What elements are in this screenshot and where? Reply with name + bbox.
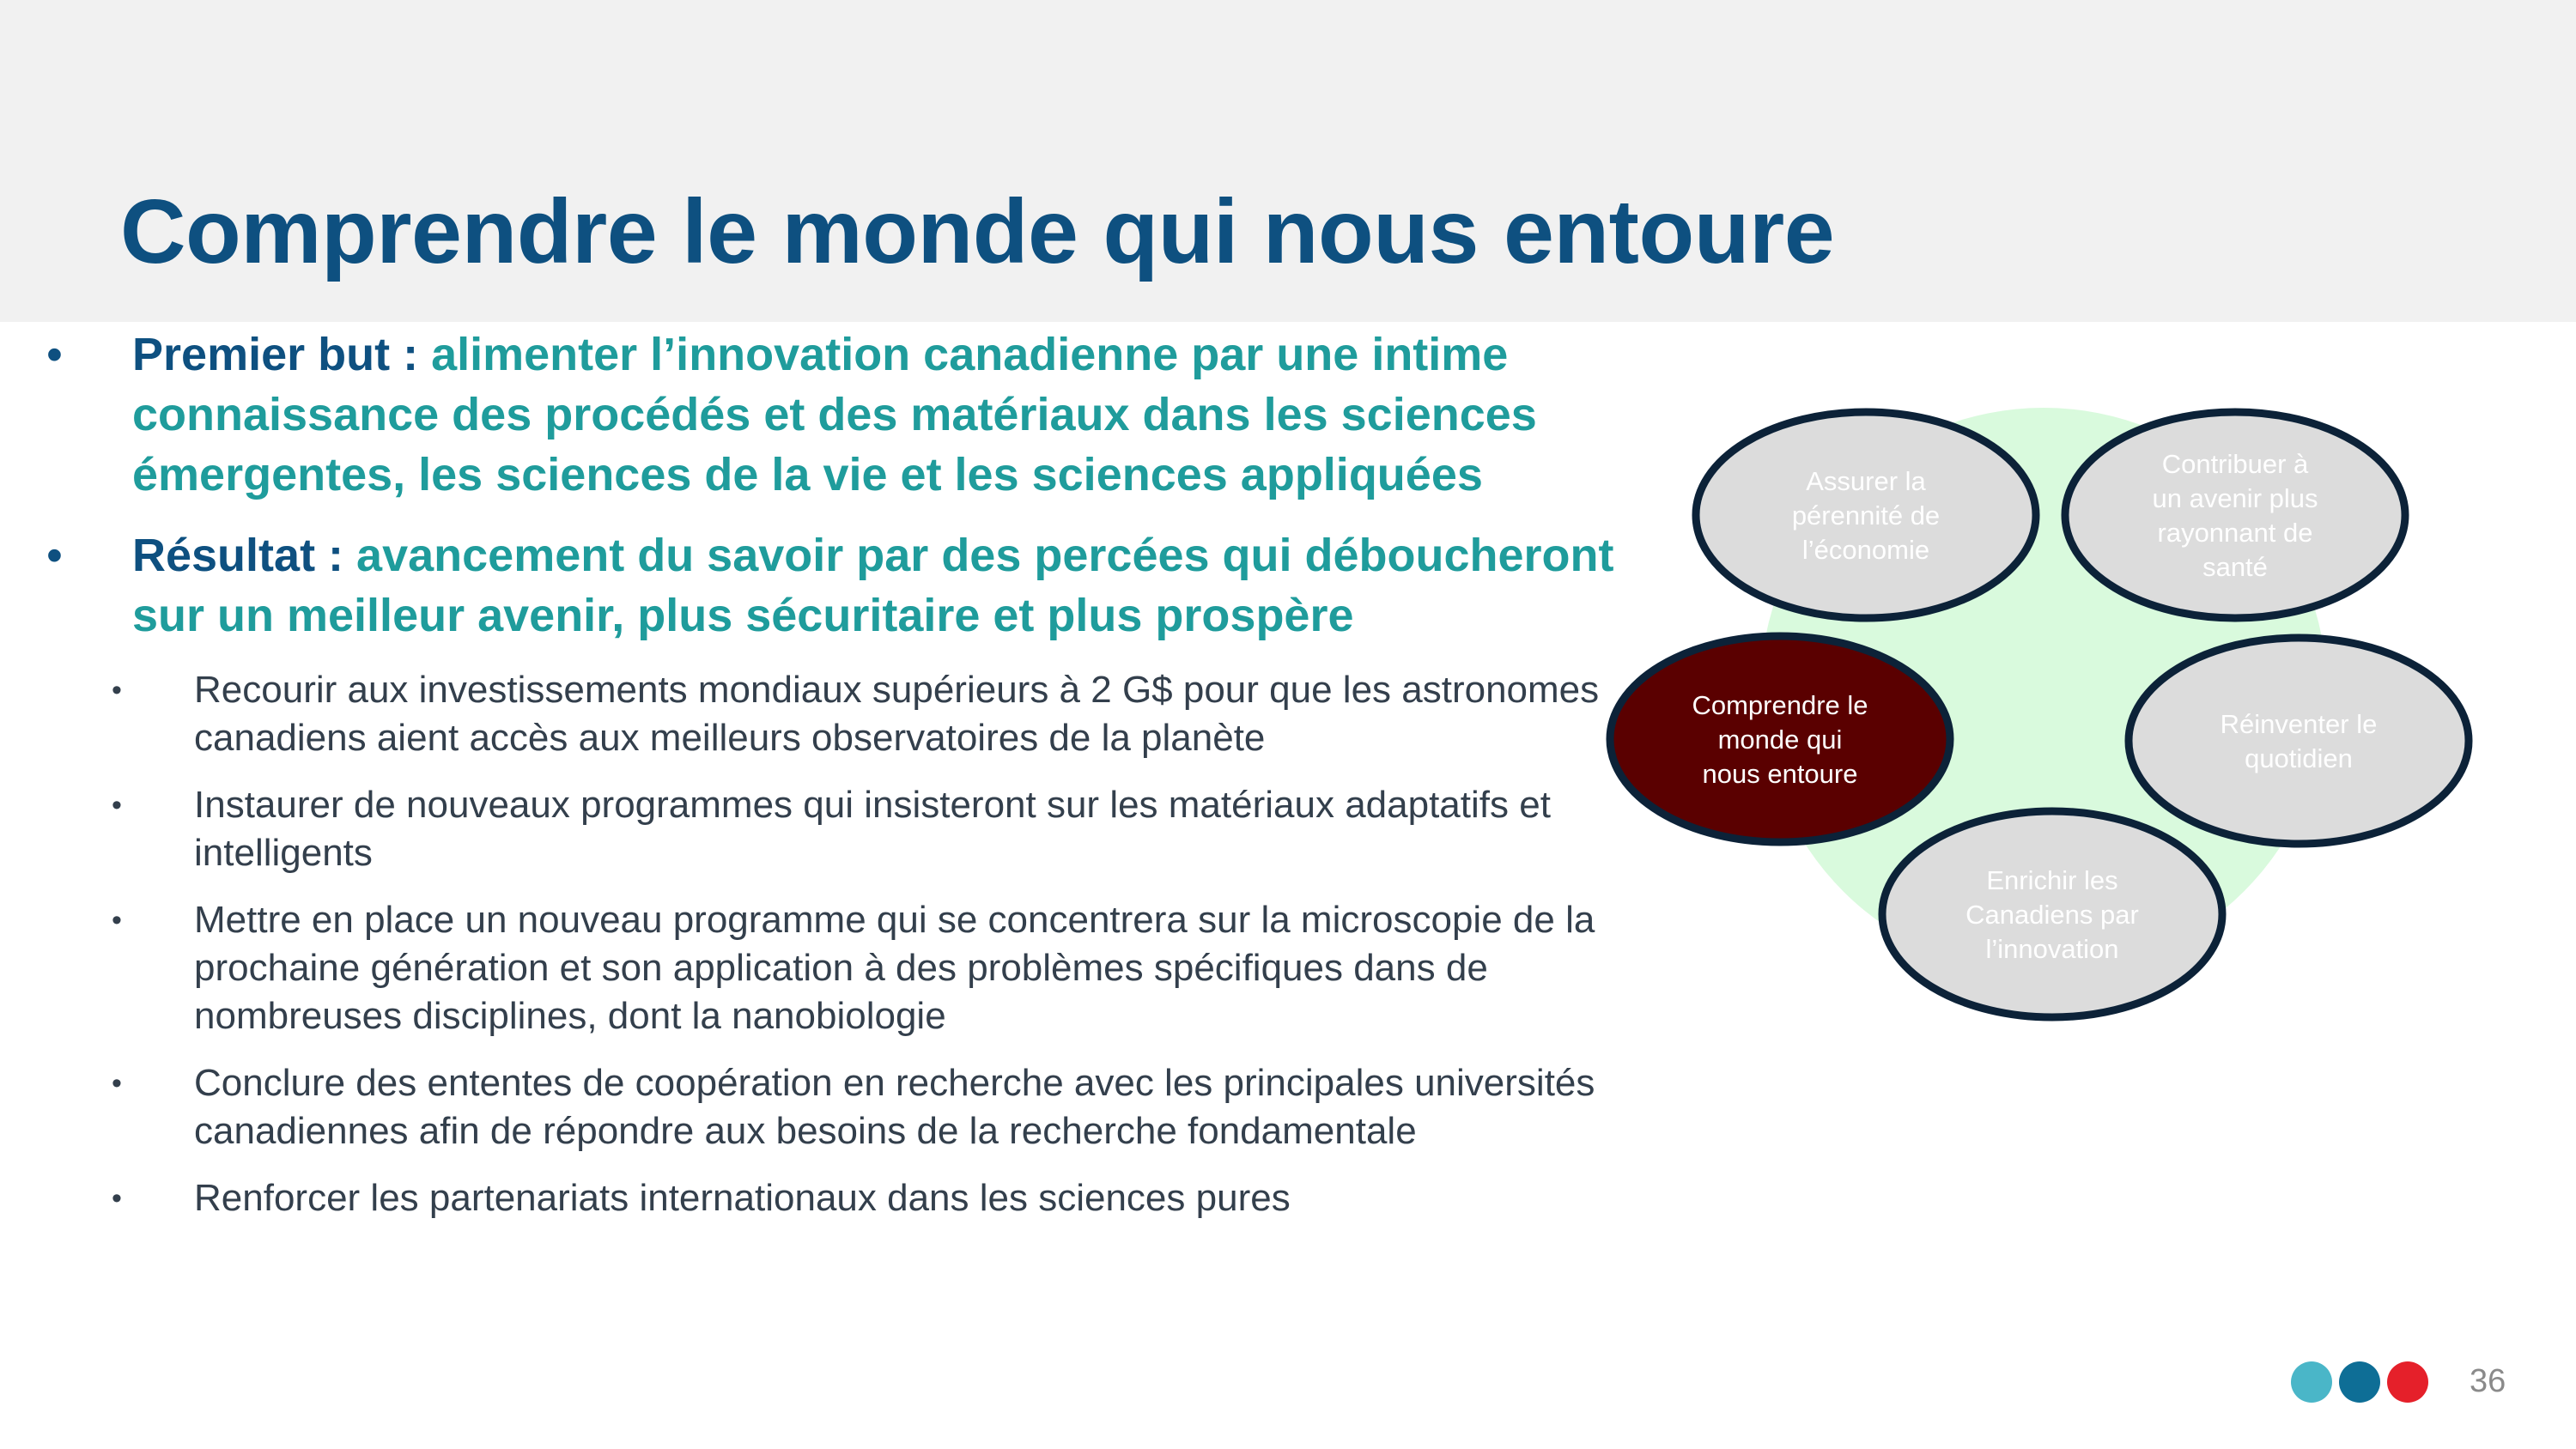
- sub-bullet: [112, 1059, 1676, 1155]
- bullet-lead: Résultat :: [132, 530, 357, 581]
- cycle-node: [2129, 638, 2469, 844]
- sub-bullet-text: Instaurer de nouveaux programmes qui insisteront sur les matériaux adaptatifs et intelligents: [194, 784, 1551, 874]
- cycle-node-label: santé: [2202, 552, 2268, 582]
- sub-bullet: [112, 1174, 1676, 1222]
- sub-bullet-text: Conclure des ententes de coopération en recherche avec les principales universités canadiennes afin de répondre aux besoins de la recherche fondamentale: [194, 1062, 1595, 1152]
- brand-dot-red: [2387, 1361, 2428, 1403]
- cycle-node-label: l’économie: [1801, 535, 1930, 565]
- bullet-marker: •: [112, 904, 122, 937]
- sub-bullet-text: Renforcer les partenariats internationaux dans les sciences pures: [194, 1177, 1291, 1219]
- cycle-node: [2065, 412, 2405, 618]
- cycle-node: [1882, 811, 2222, 1017]
- cycle-node-label: pérennité de: [1791, 500, 1941, 530]
- cycle-node-label: Canadiens par: [1965, 900, 2139, 930]
- page-number: 36: [2470, 1363, 2506, 1399]
- cycle-node-label: quotidien: [2245, 743, 2353, 773]
- bullet-text: alimenter l’innovation canadienne par une intime connaissance des procédés et des matériaux dans les sciences émergentes, les sciences de la vie et les sciences appliquées: [132, 329, 1537, 500]
- bullet-marker: •: [112, 1182, 122, 1215]
- cycle-node-ellipse: [2129, 638, 2469, 844]
- cycle-node-label: l’innovation: [1985, 934, 2119, 964]
- sub-bullet-text: Mettre en place un nouveau programme qui se concentrera sur la microscopie de la prochaine génération et son application à des problèmes spécifiques dans de nombreuses disciplines, dont la nanobiologie: [194, 899, 1595, 1037]
- sub-bullet: [112, 666, 1676, 762]
- cycle-node-label: Enrichir les: [1986, 865, 2118, 895]
- cycle-node-label: monde qui: [1717, 724, 1843, 755]
- bullet-lead: Premier but :: [132, 329, 432, 380]
- slide-content: [45, 324, 1676, 1241]
- bullet-marker: •: [112, 1067, 122, 1100]
- cycle-node-label: nous entoure: [1702, 759, 1858, 789]
- bullet-marker: •: [112, 789, 122, 822]
- cycle-node-label: Comprendre le: [1692, 690, 1868, 720]
- cycle-node-label: rayonnant de: [2157, 518, 2313, 548]
- brand-dot-light-blue: [2291, 1361, 2332, 1403]
- sub-bullet-list: [45, 666, 1676, 1222]
- cycle-node: [1696, 412, 2036, 618]
- main-bullet-goal: [45, 324, 1676, 505]
- sub-bullet-text: Recourir aux investissements mondiaux supérieurs à 2 G$ pour que les astronomes canadiens aient accès aux meilleurs observatoires de la planète: [194, 669, 1600, 759]
- sub-bullet: [112, 781, 1676, 877]
- cycle-svg: [1597, 403, 2490, 1039]
- sub-bullet: [112, 896, 1676, 1040]
- cycle-node-label: Contribuer à: [2161, 449, 2309, 479]
- main-bullet-result: [45, 525, 1676, 646]
- cycle-node-active: [1610, 636, 1950, 842]
- cycle-node-ellipse: [2065, 412, 2405, 618]
- goals-cycle-diagram: [1597, 403, 2490, 1039]
- cycle-node-label: un avenir plus: [2152, 483, 2318, 513]
- bullet-text: avancement du savoir par des percées qui déboucheront sur un meilleur avenir, plus sécuritaire et plus prospère: [132, 530, 1614, 641]
- bullet-marker: •: [112, 674, 122, 706]
- bullet-marker: •: [46, 530, 63, 581]
- bullet-marker: •: [46, 329, 63, 380]
- cycle-node-label: Assurer la: [1806, 466, 1926, 496]
- brand-dot-dark-blue: [2339, 1361, 2380, 1403]
- page-title: Comprendre le monde qui nous entoure: [120, 181, 1835, 282]
- cycle-node-label: Réinventer le: [2220, 709, 2378, 739]
